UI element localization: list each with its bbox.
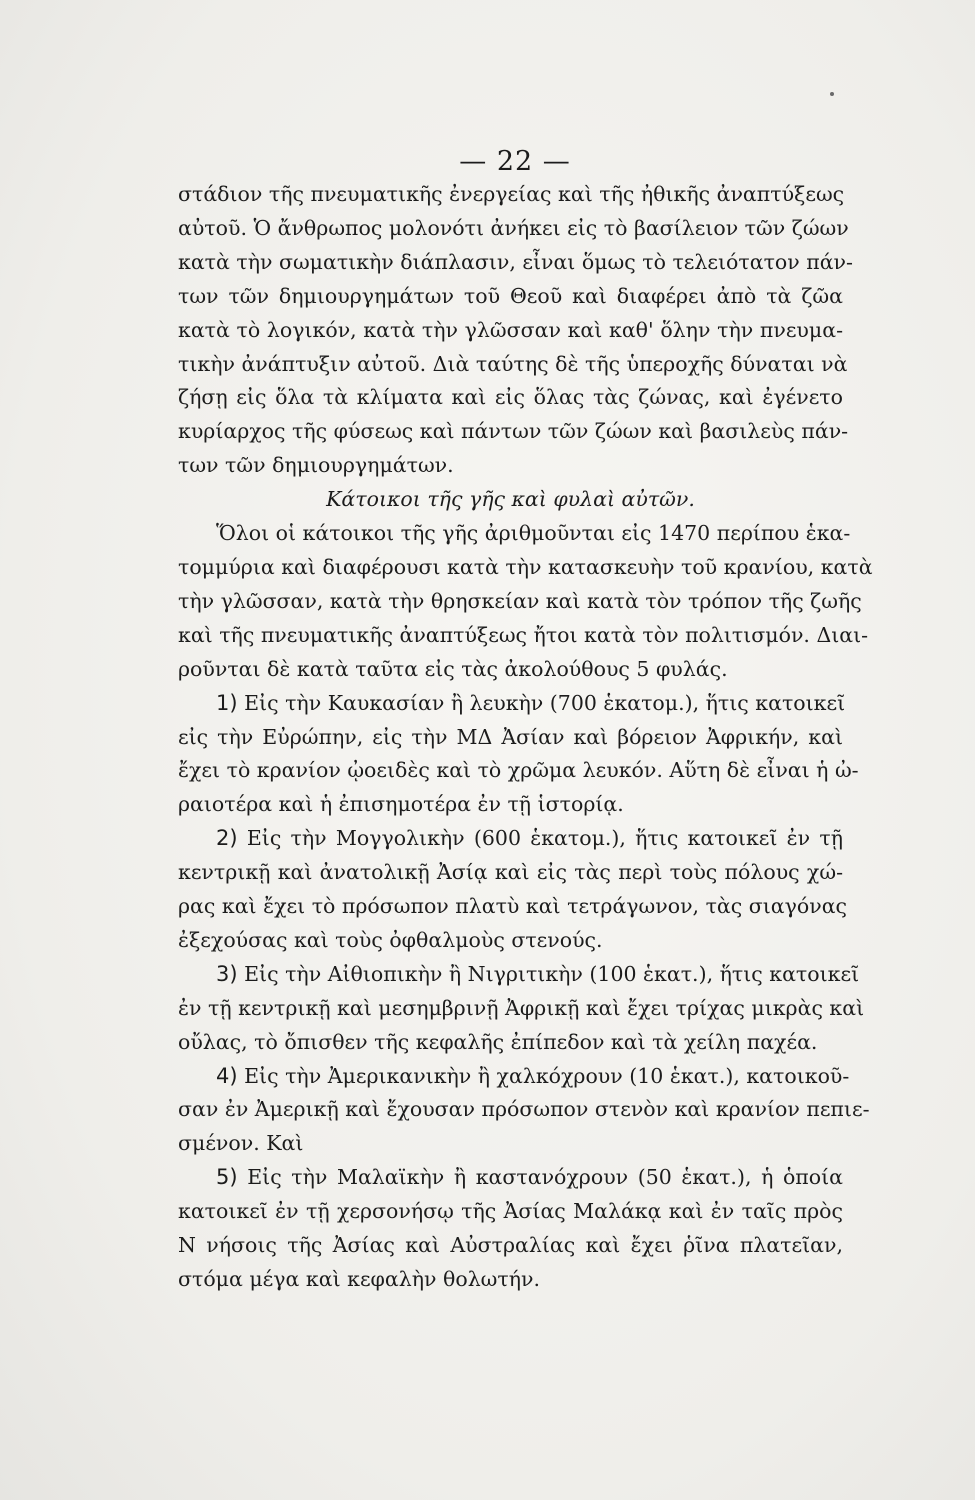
list-item-ethiopian — [178, 958, 865, 1060]
item-number: 1) — [216, 690, 238, 715]
page-body — [178, 178, 873, 1297]
text-line: τομμύρια καὶ διαφέρουσι κατὰ τὴν κατασκευὴν τοῦ κρανίου, κατὰ — [178, 554, 873, 579]
text-line: σμένον. Καὶ — [178, 1131, 304, 1156]
item-first-line: Εἰς τὴν Μογγολικὴν (600 ἑκατομ.), ἥτις κατοικεῖ ἐν τῇ — [246, 826, 843, 851]
text-line: τὴν γλῶσσαν, κατὰ τὴν θρησκείαν καὶ κατὰ τὸν τρόπον τῆς ζωῆς — [178, 588, 862, 613]
text-line: εἰς τὴν Εὐρώπην, εἰς τὴν ΜΔ Ἀσίαν καὶ βόρειον Ἀφρικήν, καὶ — [178, 724, 843, 749]
text-line: ἐξεχούσας καὶ τοὺς ὀφθαλμοὺς στενούς. — [178, 927, 603, 952]
list-item-malay — [178, 1161, 843, 1297]
text-line: καὶ τῆς πνευματικῆς ἀναπτύξεως ἤτοι κατὰ τὸν πολιτισμόν. Διαι- — [178, 622, 869, 647]
item-first-line: Εἰς τὴν Ἀμερικανικὴν ἢ χαλκόχρουν (10 ἑκατ.), κατοικοῦ- — [244, 1063, 850, 1088]
text-line: Ν νήσοις τῆς Ἀσίας καὶ Αὐστραλίας καὶ ἔχει ῥῖνα πλατεῖαν, — [178, 1233, 843, 1258]
paragraph-inhabitants — [178, 517, 873, 687]
paragraph-introduction — [178, 178, 853, 483]
text-line: στόμα μέγα καὶ κεφαλὴν θολωτήν. — [178, 1267, 541, 1291]
item-number: 4) — [216, 1063, 238, 1088]
text-line — [178, 958, 860, 992]
text-line — [178, 687, 846, 721]
text-line: των τῶν δημιουργημάτων. — [178, 453, 454, 478]
text-line: των τῶν δημιουργημάτων τοῦ Θεοῦ καὶ διαφέρει ἀπὸ τὰ ζῶα — [178, 283, 843, 308]
text-line: οὔλας, τὸ ὄπισθεν τῆς κεφαλῆς ἐπίπεδον καὶ τὰ χείλη παχέα. — [178, 1029, 818, 1054]
text-line: αὐτοῦ. Ὁ ἄνθρωπος μολονότι ἀνήκει εἰς τὸ βασίλειον τῶν ζώων — [178, 215, 849, 240]
item-number: 3) — [216, 961, 238, 986]
text-line: τικὴν ἀνάπτυξιν αὐτοῦ. Διὰ ταύτης δὲ τῆς ὑπεροχῆς δύναται νὰ — [178, 351, 848, 376]
text-line: ραιοτέρα καὶ ἡ ἐπισημοτέρα ἐν τῇ ἱστορίᾳ. — [178, 792, 624, 817]
text-line: ζήσῃ εἰς ὅλα τὰ κλίματα καὶ εἰς ὅλας τὰς ζώνας, καὶ ἐγένετο — [178, 385, 843, 410]
page-number: — 22 — — [459, 146, 571, 177]
text-line — [178, 822, 843, 856]
item-first-line: Εἰς τὴν Αἰθιοπικὴν ἢ Νιγριτικὴν (100 ἑκατ.), ἥτις κατοικεῖ — [244, 961, 860, 986]
text-line: κατὰ τὸ λογικόν, κατὰ τὴν γλῶσσαν καὶ καθ' ὅλην τὴν πνευμα- — [178, 317, 843, 342]
text-line: σαν ἐν Ἀμερικῇ καὶ ἔχουσαν πρόσωπον στενὸν καὶ κρανίον πεπιε- — [178, 1097, 870, 1122]
text-line: Ὅλοι οἱ κάτοικοι τῆς γῆς ἀριθμοῦνται εἰς 1470 περίπου ἑκα- — [216, 521, 851, 546]
item-first-line: Εἰς τὴν Καυκασίαν ἢ λευκὴν (700 ἑκατομ.), ἥτις κατοικεῖ — [244, 690, 846, 715]
text-line: κυρίαρχος τῆς φύσεως καὶ πάντων τῶν ζώων καὶ βασιλεὺς πάν- — [178, 419, 849, 444]
text-line: κατὰ τὴν σωματικὴν διάπλασιν, εἶναι ὅμως τὸ τελειότατον πάν- — [178, 249, 853, 274]
text-line: ρας καὶ ἔχει τὸ πρόσωπον πλατὺ καὶ τετράγωνον, τὰς σιαγόνας — [178, 894, 848, 919]
list-item-mongolian — [178, 822, 848, 958]
section-heading: Κάτοικοι τῆς γῆς καὶ φυλαὶ αὐτῶν. — [326, 487, 695, 512]
list-item-american — [178, 1060, 870, 1162]
item-first-line: Εἰς τὴν Μαλαϊκὴν ἢ καστανόχρουν (50 ἑκατ.), ἡ ὁποία — [247, 1165, 843, 1190]
text-line: ἐν τῇ κεντρικῇ καὶ μεσημβρινῇ Ἀφρικῇ καὶ ἔχει τρίχας μικρὰς καὶ — [178, 995, 865, 1020]
list-item-caucasian — [178, 687, 859, 823]
text-line — [178, 1161, 843, 1195]
paper-speck — [830, 92, 834, 96]
text-line: στάδιον τῆς πνευματικῆς ἐνεργείας καὶ τῆς ἠθικῆς ἀναπτύξεως — [178, 182, 845, 206]
text-line: κατοικεῖ ἐν τῇ χερσονήσῳ τῆς Ἀσίας Μαλάκᾳ καὶ ἐν ταῖς πρὸς — [178, 1199, 843, 1224]
text-line — [178, 1060, 850, 1094]
item-number: 2) — [216, 826, 238, 851]
text-line: ροῦνται δὲ κατὰ ταῦτα εἰς τὰς ἀκολούθους 5 φυλάς. — [178, 656, 728, 681]
text-line: ἔχει τὸ κρανίον ᾠοειδὲς καὶ τὸ χρῶμα λευκόν. Αὕτη δὲ εἶναι ἡ ὠ- — [178, 758, 859, 783]
text-line: κεντρικῇ καὶ ἀνατολικῇ Ἀσίᾳ καὶ εἰς τὰς περὶ τοὺς πόλους χώ- — [178, 860, 843, 885]
item-number: 5) — [216, 1165, 238, 1190]
